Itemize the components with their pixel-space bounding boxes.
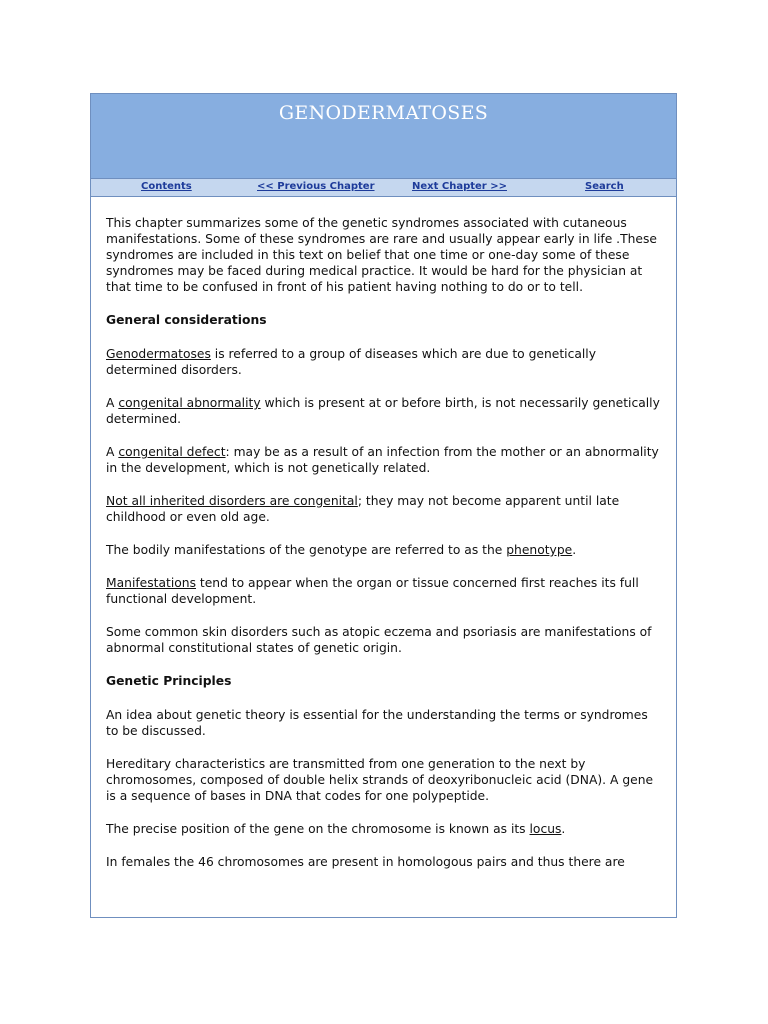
intro-paragraph: This chapter summarizes some of the genetic syndromes associated with cutaneous manifestations. Some of these syndromes are rare and usually appear early in life .These syndromes are included in this text on belief that one time or one-day some of these syndromes may be faced during medical practice. It would be hard for the physician at that time to be confused in front of his patient having nothing to do or to tell.: [106, 216, 657, 294]
term-phenotype: phenotype: [506, 543, 573, 557]
chapter-body: [91, 197, 676, 870]
term-congenital-abnormality: congenital abnormality: [118, 396, 261, 410]
paragraph-text: A: [106, 445, 119, 459]
chapter-header: [91, 94, 676, 179]
paragraph-chromosomes: In females the 46 chromosomes are present in homologous pairs and thus there are: [106, 855, 625, 869]
paragraph-congenital-abnormality: [106, 395, 661, 427]
term-manifestations: Manifestations: [106, 576, 196, 590]
paragraph-text: is referred to a group of diseases which are due to genetically determined disorders.: [106, 347, 596, 377]
paragraph-genetic-theory: An idea about genetic theory is essential for the understanding the terms or syndromes to be discussed.: [106, 708, 648, 738]
chapter-nav: [91, 179, 676, 197]
paragraph-text: tend to appear when the organ or tissue concerned first reaches its full functional development.: [106, 576, 639, 606]
search-link[interactable]: Search: [585, 181, 624, 192]
term-congenital-defect: congenital defect: [118, 445, 226, 459]
paragraph-text: : may be as a result of an infection from the mother or an abnormality in the development, which is not genetically related.: [106, 445, 659, 475]
paragraph-genodermatoses: [106, 346, 661, 378]
paragraph-text: .: [572, 543, 577, 557]
paragraph-text: The precise position of the gene on the chromosome is known as its: [106, 822, 530, 836]
paragraph-text: .: [561, 822, 566, 836]
paragraph-hereditary: Hereditary characteristics are transmitted from one generation to the next by chromosomes, composed of double helix strands of deoxyribonucleic acid (DNA). A gene is a sequence of bases in DNA that codes for one polypeptide.: [106, 757, 654, 803]
next-chapter-link[interactable]: Next Chapter >>: [412, 181, 507, 192]
contents-link[interactable]: Contents: [141, 181, 192, 192]
term-genodermatoses: Genodermatoses: [106, 347, 211, 361]
page-frame: [90, 93, 677, 918]
previous-chapter-link[interactable]: << Previous Chapter: [257, 181, 375, 192]
paragraph-text: A: [106, 396, 119, 410]
paragraph-skin-disorders: Some common skin disorders such as atopic eczema and psoriasis are manifestations of abnormal constitutional states of genetic origin.: [106, 625, 652, 655]
paragraph-manifestations: [106, 575, 661, 607]
paragraph-congenital-defect: [106, 444, 661, 476]
paragraph-text: ; they may not become apparent until late childhood or even old age.: [106, 494, 620, 524]
term-not-all-inherited: Not all inherited disorders are congenital: [106, 494, 358, 508]
section-heading-genetic-principles: Genetic Principles: [106, 674, 232, 688]
paragraph-text: which is present at or before birth, is not necessarily genetically determined.: [106, 396, 660, 426]
paragraph-inherited-disorders: [106, 493, 661, 525]
section-heading-general: General considerations: [106, 313, 267, 327]
page-title: GENODERMATOSES: [278, 102, 489, 124]
paragraph-locus: [106, 821, 661, 837]
term-locus: locus: [529, 822, 562, 836]
paragraph-text: The bodily manifestations of the genotype are referred to as the: [106, 543, 507, 557]
paragraph-phenotype: [106, 542, 661, 558]
